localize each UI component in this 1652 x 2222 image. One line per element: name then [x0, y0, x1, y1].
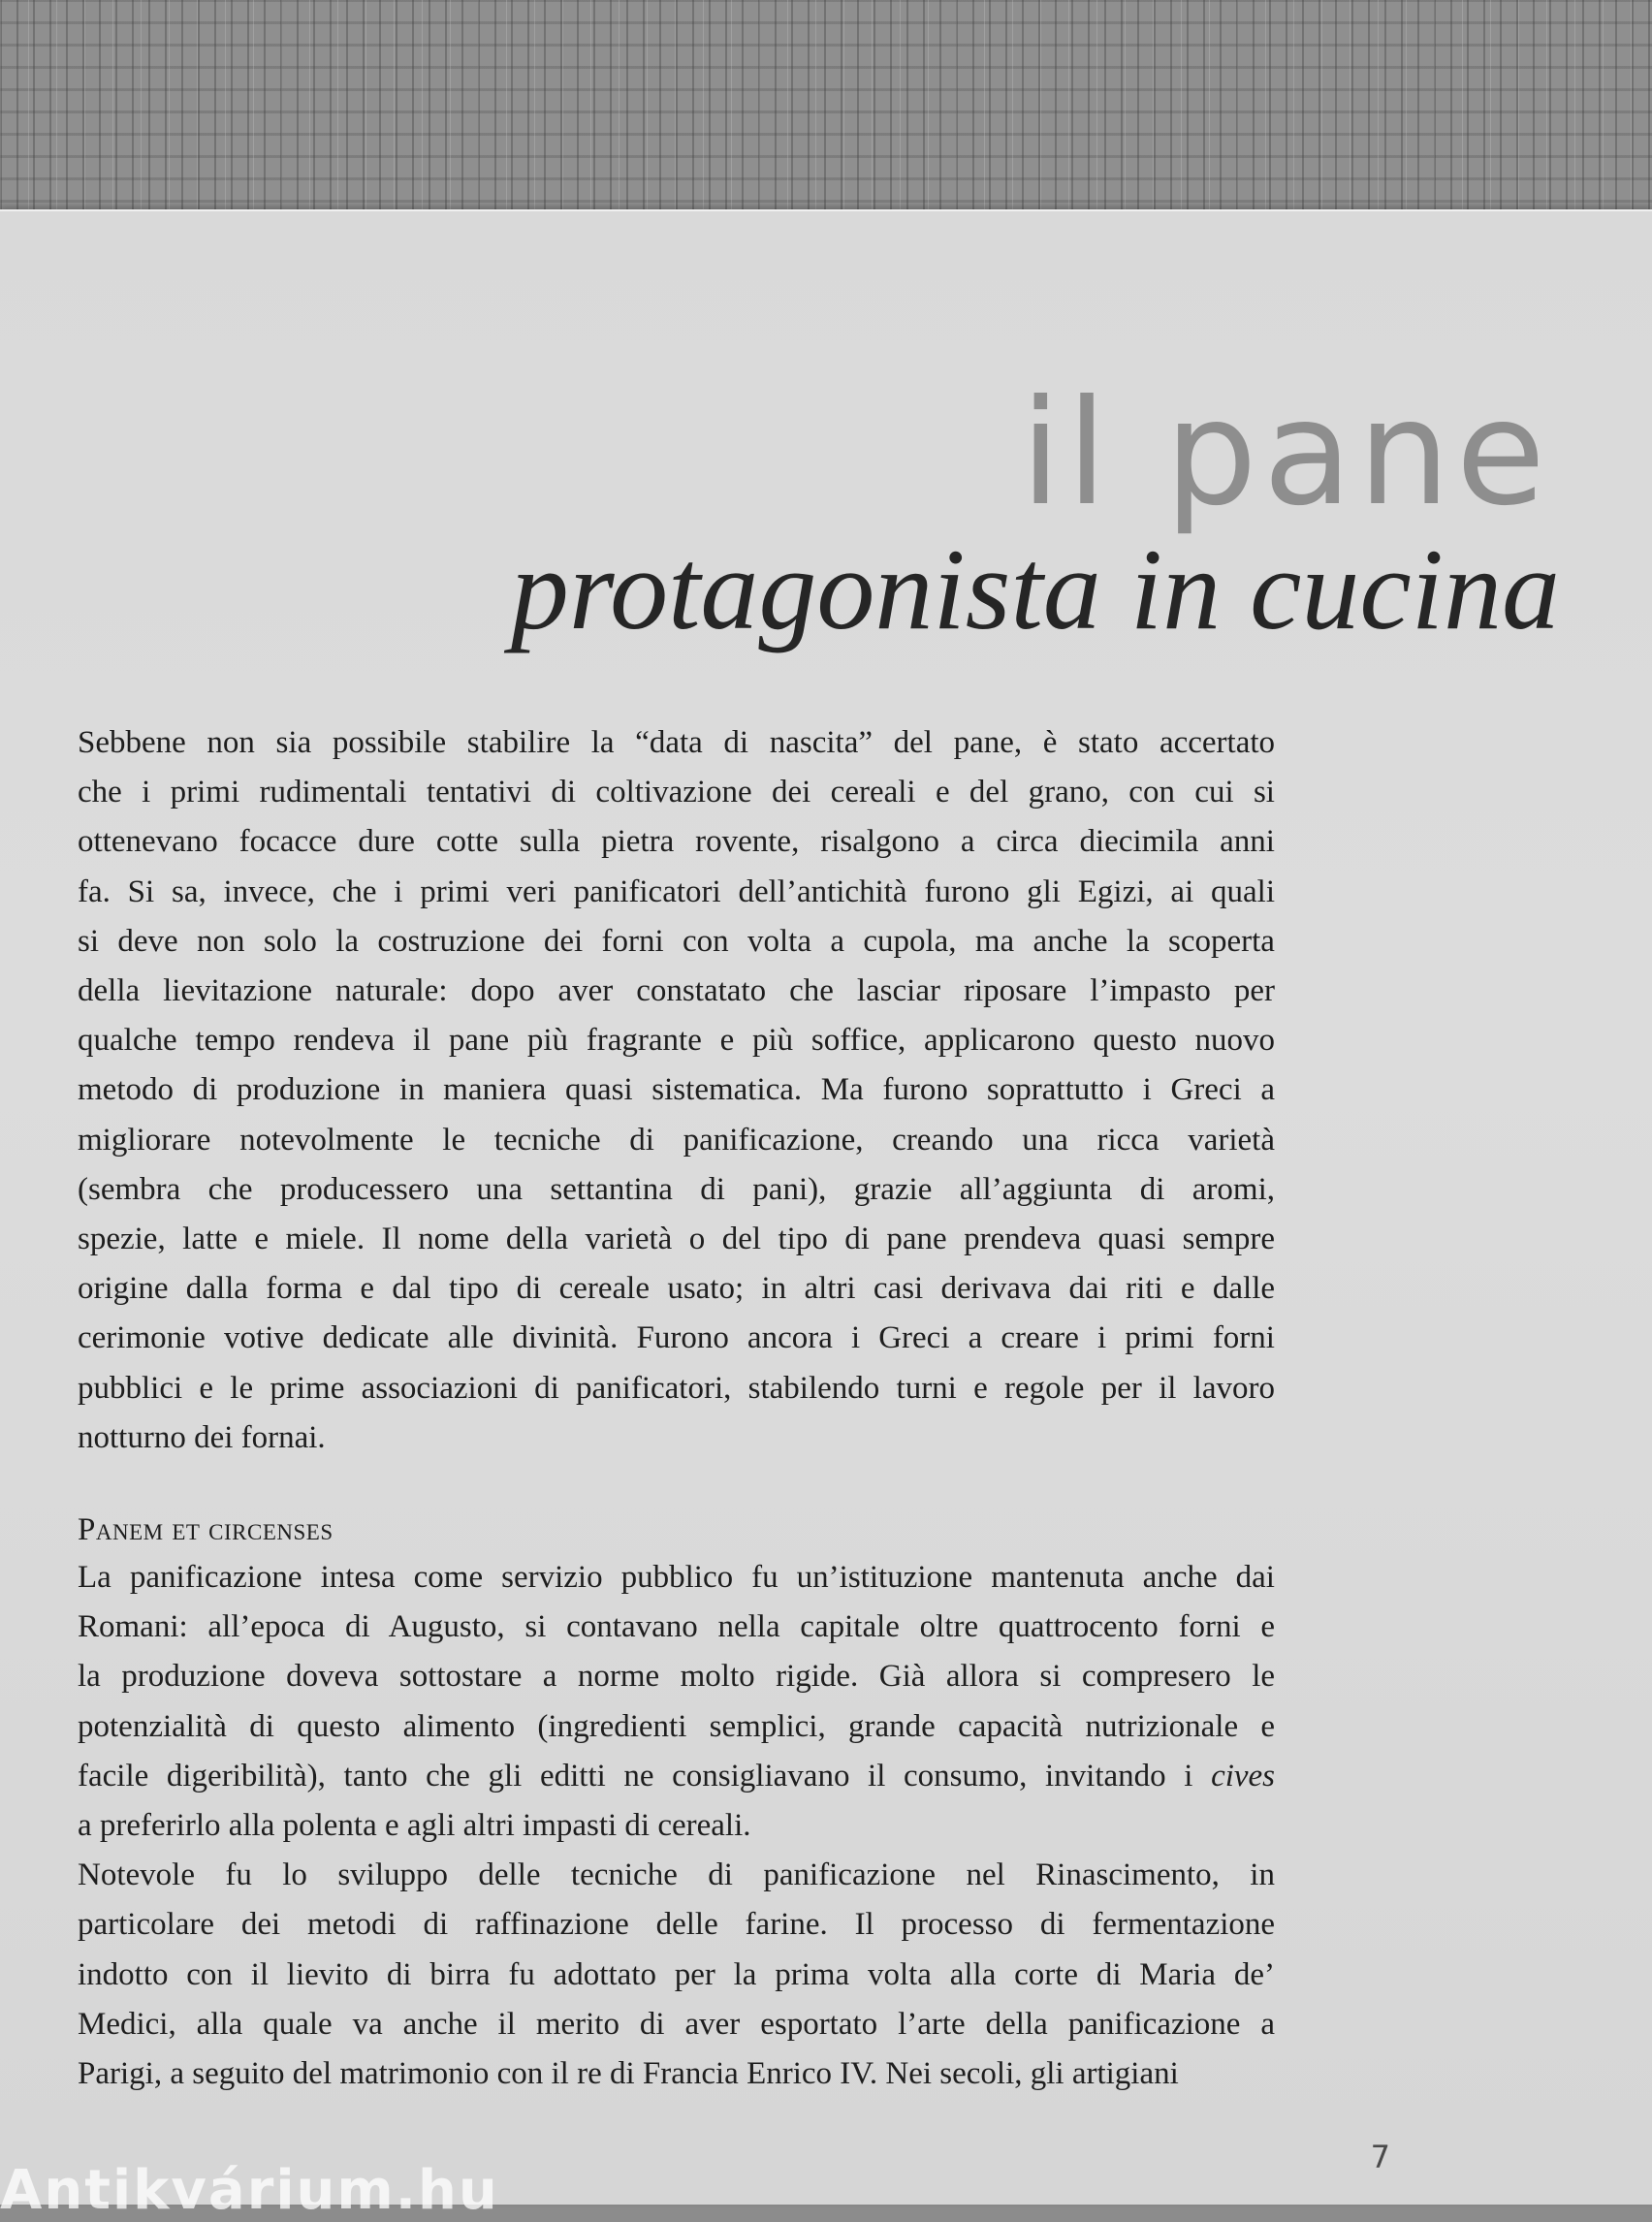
text-line: potenzialità di questo alimento (ingredienti semplici, grande capacità nutrizionale e — [78, 1708, 1276, 1744]
page-subtitle: protagonista in cucina — [510, 524, 1560, 653]
text-line: che i primi rudimentali tentativi di coltivazione dei cereali e del grano, con cui si — [78, 775, 1275, 810]
page-title: il pane — [1020, 369, 1551, 538]
text-line: Parigi, a seguito del matrimonio con il re di Francia Enrico IV. Nei secoli, gli artigiani — [78, 2056, 1179, 2092]
text-line: La panificazione intesa come servizio pubblico fu un’istituzione mantenuta anche dai — [78, 1560, 1275, 1596]
text-line: fa. Si sa, invece, che i primi veri panificatori dell’antichità furono gli Egizi, ai quali — [78, 873, 1276, 909]
text-line: a preferirlo alla polenta e agli altri impasti di cereali. — [78, 1808, 751, 1844]
text-line: qualche tempo rendeva il pane più fragrante e più soffice, applicarono questo nuovo — [78, 1023, 1275, 1059]
text-line: ottenevano focacce dure cotte sulla pietra rovente, risalgono a circa diecimila anni — [78, 824, 1275, 860]
text-line: notturno dei fornai. — [78, 1419, 326, 1455]
paragraph-romans — [78, 1553, 1275, 1851]
text-line: particolare dei metodi di raffinazione delle farine. Il processo di fermentazione — [78, 1907, 1276, 1943]
text-line: origine dalla forma e dal tipo di cereale usato; in altri casi derivava dai riti e dalle — [78, 1271, 1276, 1307]
text-column — [78, 718, 1275, 2099]
text-line: pubblici e le prime associazioni di panificatori, stabilendo turni e regole per il lavoro — [78, 1370, 1275, 1406]
text-line: della lievitazione naturale: dopo aver constatato che lasciar riposare l’impasto per — [78, 973, 1276, 1009]
text-line: cerimonie votive dedicate alle divinità. Furono ancora i Greci a creare i primi forni — [78, 1320, 1275, 1356]
book-page — [0, 209, 1652, 2222]
text-line: migliorare notevolmente le tecniche di panificazione, creando una ricca varietà — [78, 1122, 1275, 1158]
text-line: si deve non solo la costruzione dei forni con volta a cupola, ma anche la scoperta — [78, 923, 1275, 959]
text-line: Sebbene non sia possibile stabilire la “data di nascita” del pane, è stato accertato — [78, 725, 1276, 760]
text-line: Notevole fu lo sviluppo delle tecniche di panificazione nel Rinascimento, in — [78, 1857, 1275, 1893]
text-line: (sembra che producessero una settantina di pani), grazie all’aggiunta di aromi, — [78, 1171, 1276, 1207]
text-line: Medici, alla quale va anche il merito di aver esportato l’arte della panificazione a — [78, 2006, 1276, 2042]
watermark: Antikvárium.hu — [0, 2159, 499, 2222]
text-line: Romani: all’epoca di Augusto, si contavano nella capitale oltre quattrocento forni e — [78, 1609, 1275, 1645]
paragraph-renaissance — [78, 1851, 1275, 2099]
text-fragment: facile digeribilità), tanto che gli editti ne consigliavano il consumo, invitando i — [78, 1758, 1212, 1793]
page-number: 7 — [1370, 2139, 1390, 2175]
wooden-backdrop — [0, 0, 1652, 225]
text-line — [78, 1752, 1275, 1801]
section-heading: Panem et circenses — [78, 1512, 334, 1548]
paragraph-intro — [78, 718, 1275, 1463]
text-line: indotto con il lievito di birra fu adottato per la prima volta alla corte di Maria de’ — [78, 1956, 1275, 1992]
text-line: la produzione doveva sottostare a norme molto rigide. Già allora si compresero le — [78, 1659, 1276, 1695]
text-line: spezie, latte e miele. Il nome della varietà o del tipo di pane prendeva quasi sempre — [78, 1222, 1275, 1257]
text-line: metodo di produzione in maniera quasi sistematica. Ma furono soprattutto i Greci a — [78, 1072, 1275, 1108]
italic-word: cives — [1211, 1758, 1276, 1793]
